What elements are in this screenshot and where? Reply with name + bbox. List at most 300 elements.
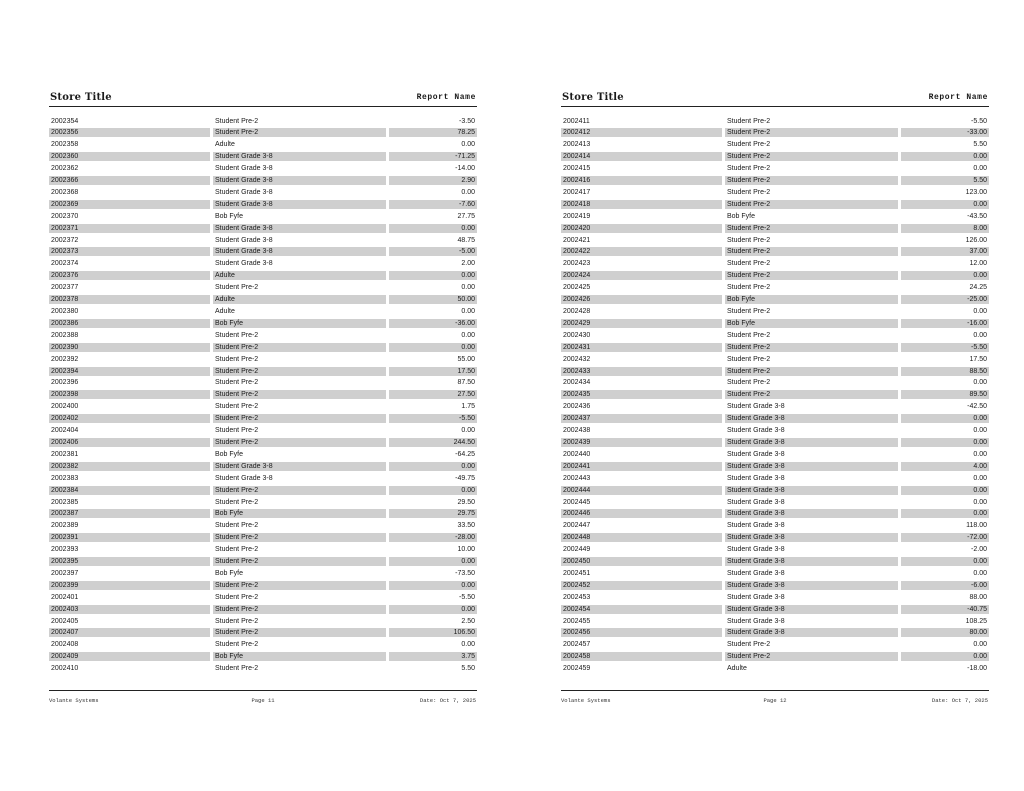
row-id: 2002377 [51, 284, 79, 292]
row-amount: 0.00 [901, 152, 989, 161]
table-row [49, 591, 477, 603]
row-amount: 0.00 [901, 200, 989, 209]
row-amount: 0.00 [901, 438, 989, 447]
table-row [49, 306, 477, 318]
table-row [561, 532, 989, 544]
row-id: 2002399 [49, 581, 210, 590]
row-id: 2002425 [563, 284, 591, 292]
row-name: Student Grade 3-8 [727, 522, 785, 530]
row-name: Student Pre-2 [725, 200, 898, 209]
report-name: Report Name [416, 93, 476, 102]
row-id: 2002421 [563, 236, 591, 244]
row-amount: 0.00 [973, 308, 987, 315]
row-id: 2002419 [563, 212, 591, 220]
row-id: 2002383 [51, 474, 79, 482]
row-amount: 37.00 [901, 247, 989, 256]
row-name: Student Grade 3-8 [727, 403, 785, 411]
table-row [561, 234, 989, 246]
row-amount: 0.00 [901, 414, 989, 423]
row-name: Student Grade 3-8 [725, 605, 898, 614]
row-id: 2002360 [49, 152, 210, 161]
table-row [561, 186, 989, 198]
row-id: 2002389 [51, 522, 79, 530]
row-name: Student Pre-2 [213, 414, 386, 423]
row-name: Student Grade 3-8 [725, 486, 898, 495]
table-row [561, 246, 989, 258]
table-row [49, 198, 477, 210]
row-amount: 17.50 [969, 355, 987, 363]
row-id: 2002404 [51, 427, 79, 435]
row-amount: 0.00 [461, 427, 475, 435]
table-row [49, 460, 477, 472]
row-id: 2002382 [49, 462, 210, 471]
row-id: 2002369 [49, 200, 210, 209]
row-id: 2002451 [563, 569, 591, 577]
table-row [49, 377, 477, 389]
row-amount: 55.00 [457, 355, 475, 363]
row-id: 2002443 [563, 474, 591, 482]
row-name: Student Grade 3-8 [215, 165, 273, 173]
row-id: 2002372 [51, 236, 79, 244]
row-id: 2002430 [563, 331, 591, 339]
row-amount: -64.25 [455, 450, 475, 458]
row-id: 2002395 [49, 557, 210, 566]
table-row [49, 651, 477, 663]
row-id: 2002406 [49, 438, 210, 447]
footer-company: Volante Systems [561, 697, 611, 704]
row-name: Bob Fyfe [725, 319, 898, 328]
table-row [49, 508, 477, 520]
row-id: 2002407 [49, 628, 210, 637]
row-id: 2002354 [51, 117, 79, 125]
row-name: Bob Fyfe [213, 319, 386, 328]
table-row [561, 258, 989, 270]
table-row [49, 579, 477, 591]
table-row [49, 615, 477, 627]
store-title: Store Title [562, 92, 624, 103]
row-name: Adulte [727, 665, 747, 673]
row-name: Adulte [215, 308, 235, 315]
row-amount: 106.50 [389, 628, 477, 637]
table-row [561, 413, 989, 425]
row-id: 2002454 [561, 605, 722, 614]
row-name: Student Pre-2 [213, 486, 386, 495]
row-name: Student Pre-2 [215, 331, 259, 339]
table-row [561, 425, 989, 437]
row-id: 2002415 [563, 165, 591, 173]
row-id: 2002371 [49, 224, 210, 233]
table-row [49, 353, 477, 365]
row-id: 2002453 [563, 593, 591, 601]
row-id: 2002450 [561, 557, 722, 566]
table-row [561, 139, 989, 151]
row-amount: 27.50 [389, 390, 477, 399]
row-name: Adulte [213, 271, 386, 280]
row-name: Student Pre-2 [215, 403, 259, 411]
row-name: Student Grade 3-8 [213, 462, 386, 471]
table-row [49, 234, 477, 246]
row-amount: 0.00 [389, 224, 477, 233]
row-name: Student Pre-2 [725, 224, 898, 233]
row-id: 2002394 [49, 367, 210, 376]
row-name: Student Grade 3-8 [725, 414, 898, 423]
table-row [49, 127, 477, 139]
row-name: Student Pre-2 [215, 546, 259, 554]
row-id: 2002381 [51, 450, 79, 458]
row-name: Student Pre-2 [725, 343, 898, 352]
row-amount: 0.00 [389, 605, 477, 614]
row-amount: 244.50 [389, 438, 477, 447]
row-id: 2002390 [49, 343, 210, 352]
footer-company: Volante Systems [49, 697, 99, 704]
row-id: 2002384 [49, 486, 210, 495]
row-name: Student Pre-2 [727, 117, 771, 125]
row-name: Student Pre-2 [725, 128, 898, 137]
row-id: 2002403 [49, 605, 210, 614]
table-row [49, 532, 477, 544]
table-row [561, 556, 989, 568]
row-name: Student Pre-2 [213, 367, 386, 376]
row-name: Student Grade 3-8 [215, 474, 273, 482]
page-footer [561, 690, 989, 707]
row-id: 2002426 [561, 295, 722, 304]
row-amount: 0.00 [389, 271, 477, 280]
table-row [561, 377, 989, 389]
row-id: 2002416 [561, 176, 722, 185]
table-row [561, 270, 989, 282]
row-amount: -42.50 [967, 403, 987, 411]
row-name: Student Grade 3-8 [725, 438, 898, 447]
row-id: 2002439 [561, 438, 722, 447]
row-name: Student Pre-2 [727, 165, 771, 173]
row-id: 2002391 [49, 533, 210, 542]
table-row [49, 556, 477, 568]
row-amount: -2.00 [971, 546, 987, 554]
row-id: 2002402 [49, 414, 210, 423]
row-amount: 0.00 [973, 379, 987, 387]
row-amount: 123.00 [965, 188, 987, 196]
row-id: 2002401 [51, 593, 79, 601]
row-amount: 0.00 [973, 450, 987, 458]
footer-page-number: Page 12 [763, 697, 787, 704]
row-id: 2002411 [563, 117, 590, 125]
row-id: 2002431 [561, 343, 722, 352]
table-row [49, 317, 477, 329]
row-name: Student Grade 3-8 [213, 176, 386, 185]
row-amount: 27.75 [457, 212, 475, 220]
row-name: Student Grade 3-8 [213, 247, 386, 256]
row-id: 2002388 [51, 331, 79, 339]
row-name: Student Pre-2 [215, 522, 259, 530]
row-id: 2002458 [561, 652, 722, 661]
row-name: Adulte [213, 295, 386, 304]
row-id: 2002396 [51, 379, 79, 387]
row-amount: 0.00 [461, 188, 475, 196]
row-amount: 1.75 [461, 403, 475, 411]
row-amount: 108.25 [965, 617, 987, 625]
row-amount: -43.50 [967, 212, 987, 220]
row-id: 2002422 [561, 247, 722, 256]
row-amount: 0.00 [389, 557, 477, 566]
row-amount: 0.00 [973, 498, 987, 506]
row-name: Student Pre-2 [725, 390, 898, 399]
table-row [49, 603, 477, 615]
row-amount: 0.00 [389, 486, 477, 495]
table-row [49, 365, 477, 377]
row-amount: 3.75 [389, 652, 477, 661]
row-name: Student Pre-2 [213, 128, 386, 137]
row-amount: 0.00 [973, 474, 987, 482]
table-row [561, 282, 989, 294]
row-id: 2002424 [561, 271, 722, 280]
row-amount: 5.50 [901, 176, 989, 185]
table-row [561, 306, 989, 318]
row-name: Student Pre-2 [725, 271, 898, 280]
row-id: 2002414 [561, 152, 722, 161]
table-row [561, 115, 989, 127]
table-row [561, 544, 989, 556]
row-amount: -16.00 [901, 319, 989, 328]
table-row [49, 413, 477, 425]
row-id: 2002448 [561, 533, 722, 542]
row-id: 2002373 [49, 247, 210, 256]
row-amount: 29.50 [457, 498, 475, 506]
row-id: 2002398 [49, 390, 210, 399]
row-name: Student Grade 3-8 [215, 236, 273, 244]
row-id: 2002437 [561, 414, 722, 423]
row-amount: 87.50 [457, 379, 475, 387]
table-row [561, 448, 989, 460]
row-amount: 48.75 [457, 236, 475, 244]
row-name: Student Pre-2 [725, 176, 898, 185]
table-row [49, 520, 477, 532]
page-header [49, 92, 477, 107]
row-amount: 0.00 [901, 486, 989, 495]
row-amount: 78.25 [389, 128, 477, 137]
row-amount: -40.75 [901, 605, 989, 614]
row-name: Student Pre-2 [727, 188, 771, 196]
row-name: Student Pre-2 [215, 379, 259, 387]
row-name: Bob Fyfe [213, 652, 386, 661]
row-amount: -72.00 [901, 533, 989, 542]
row-amount: 88.50 [901, 367, 989, 376]
row-id: 2002423 [563, 260, 591, 268]
row-amount: 126.00 [965, 236, 987, 244]
row-id: 2002456 [561, 628, 722, 637]
table-row [561, 341, 989, 353]
row-amount: 0.00 [389, 462, 477, 471]
table-row [561, 567, 989, 579]
table-row [49, 246, 477, 258]
table-row [561, 329, 989, 341]
row-amount: 0.00 [901, 652, 989, 661]
row-name: Student Pre-2 [725, 152, 898, 161]
row-name: Bob Fyfe [215, 450, 244, 458]
row-id: 2002438 [563, 427, 591, 435]
row-name: Bob Fyfe [727, 212, 756, 220]
table-row [49, 139, 477, 151]
row-amount: 50.00 [389, 295, 477, 304]
row-id: 2002408 [51, 641, 79, 649]
row-amount: -73.50 [455, 569, 475, 577]
row-id: 2002386 [49, 319, 210, 328]
table-row [561, 436, 989, 448]
footer-date: Date: Oct 7, 2025 [931, 697, 988, 704]
row-name: Student Pre-2 [215, 117, 259, 125]
row-amount: -3.50 [459, 117, 475, 125]
table-row [49, 544, 477, 556]
row-id: 2002418 [561, 200, 722, 209]
row-amount: 12.00 [969, 260, 987, 268]
row-name: Student Pre-2 [725, 367, 898, 376]
row-name: Student Grade 3-8 [727, 474, 785, 482]
row-amount: 89.50 [901, 390, 989, 399]
table-row [49, 425, 477, 437]
row-id: 2002447 [563, 522, 591, 530]
row-name: Student Pre-2 [727, 308, 771, 315]
row-id: 2002441 [561, 462, 722, 471]
table-row [49, 663, 477, 675]
row-id: 2002362 [51, 165, 79, 173]
row-name: Student Pre-2 [727, 331, 771, 339]
row-amount: 88.00 [969, 593, 987, 601]
footer-date: Date: Oct 7, 2025 [419, 697, 476, 704]
row-amount: 0.00 [389, 581, 477, 590]
row-amount: 2.50 [461, 617, 475, 625]
row-id: 2002368 [51, 188, 79, 196]
row-amount: 0.00 [901, 557, 989, 566]
row-amount: 5.50 [973, 141, 987, 149]
table-row [561, 365, 989, 377]
row-amount: -6.00 [901, 581, 989, 590]
row-amount: -5.50 [389, 414, 477, 423]
footer-page-number: Page 11 [251, 697, 275, 704]
row-name: Student Grade 3-8 [725, 628, 898, 637]
row-name: Student Pre-2 [727, 641, 771, 649]
row-name: Student Pre-2 [725, 652, 898, 661]
store-title: Store Title [50, 92, 112, 103]
row-amount: 0.00 [461, 308, 475, 315]
table-row [561, 603, 989, 615]
row-amount: 0.00 [461, 141, 475, 149]
row-name: Student Pre-2 [725, 247, 898, 256]
table-row [49, 258, 477, 270]
table-row [561, 639, 989, 651]
report-name: Report Name [928, 93, 988, 102]
row-name: Student Pre-2 [215, 593, 259, 601]
table-row [561, 591, 989, 603]
row-name: Student Grade 3-8 [213, 200, 386, 209]
row-id: 2002449 [563, 546, 591, 554]
row-id: 2002370 [51, 212, 79, 220]
row-amount: 2.00 [461, 260, 475, 268]
table-row [561, 520, 989, 532]
row-amount: 80.00 [901, 628, 989, 637]
row-id: 2002410 [51, 665, 79, 673]
table-row [561, 615, 989, 627]
table-row [49, 163, 477, 175]
row-id: 2002366 [49, 176, 210, 185]
table-row [561, 401, 989, 413]
row-amount: 33.50 [457, 522, 475, 530]
report-rows [561, 115, 989, 675]
table-row [49, 627, 477, 639]
row-id: 2002428 [563, 308, 591, 315]
row-id: 2002385 [51, 498, 79, 506]
row-id: 2002412 [561, 128, 722, 137]
row-name: Student Pre-2 [215, 284, 259, 292]
table-row [49, 222, 477, 234]
table-row [49, 175, 477, 187]
row-id: 2002392 [51, 355, 79, 363]
table-row [49, 115, 477, 127]
row-name: Student Pre-2 [727, 379, 771, 387]
row-name: Student Pre-2 [213, 557, 386, 566]
row-amount: -5.00 [389, 247, 477, 256]
row-name: Student Grade 3-8 [727, 617, 785, 625]
table-row [49, 341, 477, 353]
table-row [49, 472, 477, 484]
row-id: 2002444 [561, 486, 722, 495]
row-id: 2002358 [51, 141, 79, 149]
table-row [561, 663, 989, 675]
row-amount: -5.50 [459, 593, 475, 601]
row-name: Student Pre-2 [727, 141, 771, 149]
row-id: 2002420 [561, 224, 722, 233]
row-name: Student Grade 3-8 [727, 569, 785, 577]
row-amount: -49.75 [455, 474, 475, 482]
row-amount: 0.00 [461, 331, 475, 339]
table-row [561, 496, 989, 508]
table-row [561, 472, 989, 484]
row-name: Student Grade 3-8 [725, 533, 898, 542]
row-name: Student Pre-2 [215, 641, 259, 649]
row-amount: 4.00 [901, 462, 989, 471]
row-amount: 0.00 [389, 343, 477, 352]
row-name: Student Pre-2 [213, 628, 386, 637]
row-amount: 0.00 [901, 271, 989, 280]
row-amount: -14.00 [455, 165, 475, 173]
row-id: 2002446 [561, 509, 722, 518]
table-row [561, 163, 989, 175]
table-row [561, 317, 989, 329]
row-name: Student Grade 3-8 [727, 450, 785, 458]
row-name: Student Pre-2 [213, 605, 386, 614]
row-name: Student Grade 3-8 [727, 427, 785, 435]
table-row [561, 353, 989, 365]
table-row [49, 186, 477, 198]
report-page-right [512, 0, 1024, 791]
page-footer [49, 690, 477, 707]
row-amount: 0.00 [461, 284, 475, 292]
row-amount: -33.00 [901, 128, 989, 137]
table-row [49, 329, 477, 341]
table-row [49, 639, 477, 651]
row-name: Student Pre-2 [215, 498, 259, 506]
row-amount: -36.00 [389, 319, 477, 328]
table-row [561, 198, 989, 210]
row-id: 2002405 [51, 617, 79, 625]
row-name: Student Grade 3-8 [725, 557, 898, 566]
table-row [561, 579, 989, 591]
row-id: 2002409 [49, 652, 210, 661]
row-name: Student Grade 3-8 [725, 581, 898, 590]
row-amount: -28.00 [389, 533, 477, 542]
row-id: 2002417 [563, 188, 591, 196]
row-id: 2002435 [561, 390, 722, 399]
row-name: Student Pre-2 [213, 438, 386, 447]
row-amount: -18.00 [967, 665, 987, 673]
